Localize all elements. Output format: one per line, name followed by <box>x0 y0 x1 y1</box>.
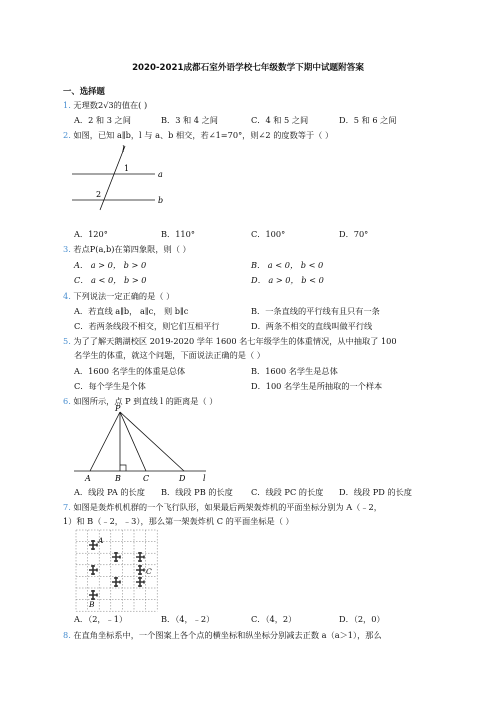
question-number: 3. <box>63 244 71 254</box>
question-7 <box>63 502 382 512</box>
point-c-label: C <box>143 474 150 483</box>
option-a: A．线段 PA 的长度 <box>74 487 145 497</box>
question-3 <box>63 244 191 254</box>
question-text-line-2: 名学生的体重，就这个问题，下面说法正确的是（ ） <box>74 350 265 360</box>
plane-icon <box>89 565 97 575</box>
option-b: B．3 和 4 之间 <box>161 115 218 125</box>
option-c: C．4 和 5 之间 <box>251 115 309 125</box>
point-a-label: A <box>85 474 91 483</box>
option-a: A．120° <box>74 229 108 239</box>
bomber-formation-grid <box>76 530 160 610</box>
option-d: D．5 和 6 之间 <box>339 115 397 125</box>
question-1 <box>63 100 147 110</box>
option-a: A．2 和 3 之间 <box>74 115 131 125</box>
question-number: 2. <box>63 130 71 140</box>
option-d: D． a > 0， b < 0 <box>251 275 324 285</box>
option-d: D．线段 PD 的长度 <box>339 487 412 497</box>
question-text: 若点P(a,b)在第四象限，则（ ） <box>73 244 191 254</box>
line-l-label: l <box>203 474 206 483</box>
plane-c-label: C <box>146 567 152 576</box>
plane-icon <box>112 552 120 562</box>
question-text: 如图，已知 a∥b，l 与 a、b 相交，若∠1=70°，则∠2 的度数等于（ ） <box>73 130 334 140</box>
option-a: A．（2，﹣1） <box>74 614 128 624</box>
plane-icon <box>89 590 97 600</box>
option-b: B．（4，﹣2） <box>161 614 215 624</box>
option-b: B．一条直线的平行线有且只有一条 <box>251 306 380 316</box>
line-l-label: l <box>122 145 125 154</box>
option-c: C．100° <box>251 229 286 239</box>
angle-2-label: 2 <box>96 190 102 199</box>
point-b-label: B <box>115 474 121 483</box>
option-b: B．1600 名学生是总体 <box>251 366 338 376</box>
question-5 <box>63 336 397 346</box>
plane-icon <box>136 552 144 562</box>
option-b: B． a < 0， b < 0 <box>251 260 324 270</box>
plane-icon <box>136 577 144 587</box>
plane-icon <box>89 540 97 550</box>
question-number: 4. <box>63 291 71 301</box>
question-number: 8. <box>63 630 71 640</box>
question-8 <box>63 630 382 640</box>
option-d: D．（2，0） <box>339 614 385 624</box>
question-number: 1. <box>63 100 71 110</box>
option-c: C．若两条线段不相交，则它们互相平行 <box>74 321 220 331</box>
option-c: C．（4，2） <box>251 614 297 624</box>
question-number: 5. <box>63 336 71 346</box>
question-text-line-2: 1）和 B（﹣2，﹣3），那么第一架轰炸机 C 的平面坐标是（ ） <box>63 516 294 526</box>
option-c: C． a < 0， b > 0 <box>74 275 147 285</box>
option-a: A．若直线 a∥b， a∥c， 则 b∥c <box>74 306 189 316</box>
question-text: 如图所示，点 P 到直线 l 的距离是（ ） <box>73 396 218 406</box>
line-a-label: a <box>158 170 163 179</box>
question-6 <box>63 396 217 406</box>
point-d-label: D <box>179 474 186 483</box>
parallel-lines-figure <box>70 142 170 212</box>
angle-1-label: 1 <box>124 164 130 173</box>
question-number: 7. <box>63 502 71 512</box>
section-heading: 一、选择题 <box>63 86 105 96</box>
option-b: B．线段 PB 的长度 <box>161 487 233 497</box>
option-c: C．线段 PC 的长度 <box>251 487 324 497</box>
question-text-line-1: 如图是轰炸机机群的一个飞行队形，如果最后两架轰炸机的平面坐标分别为 A（﹣2， <box>73 502 382 512</box>
option-c: C．每个学生是个体 <box>74 381 146 391</box>
question-text: 在直角坐标系中，一个图案上各个点的横坐标和纵坐标分别减去正数 a（a＞1），那么 <box>73 630 382 640</box>
question-text: 下列说法一定正确的是（ ） <box>73 291 175 301</box>
question-text: 无理数2√3的值在( ) <box>73 100 148 110</box>
plane-icon <box>112 577 120 587</box>
option-a: A．1600 名学生的体重是总体 <box>74 366 186 376</box>
line-b-label: b <box>158 196 164 205</box>
option-d: D．70° <box>339 229 369 239</box>
question-text-line-1: 为了了解天鹅湖校区 2019-2020 学年 1600 名七年级学生的体重情况，从中抽取了 100 <box>73 336 397 346</box>
option-d: D．100 名学生是所抽取的一个样本 <box>251 381 383 391</box>
point-p-label: P <box>115 404 121 413</box>
document-title: 2020-2021成都石室外语学校七年级数学下期中试题附答案 <box>132 63 364 73</box>
point-line-figure <box>72 406 212 484</box>
question-number: 6. <box>63 396 71 406</box>
option-a: A． a > 0， b > 0 <box>74 260 147 270</box>
plane-b-label: B <box>89 600 95 609</box>
option-b: B．110° <box>161 229 195 239</box>
question-2 <box>63 130 333 140</box>
plane-icon <box>136 565 144 575</box>
question-4 <box>63 291 174 301</box>
option-d: D．两条不相交的直线叫做平行线 <box>251 321 373 331</box>
plane-a-label: A <box>98 536 104 545</box>
